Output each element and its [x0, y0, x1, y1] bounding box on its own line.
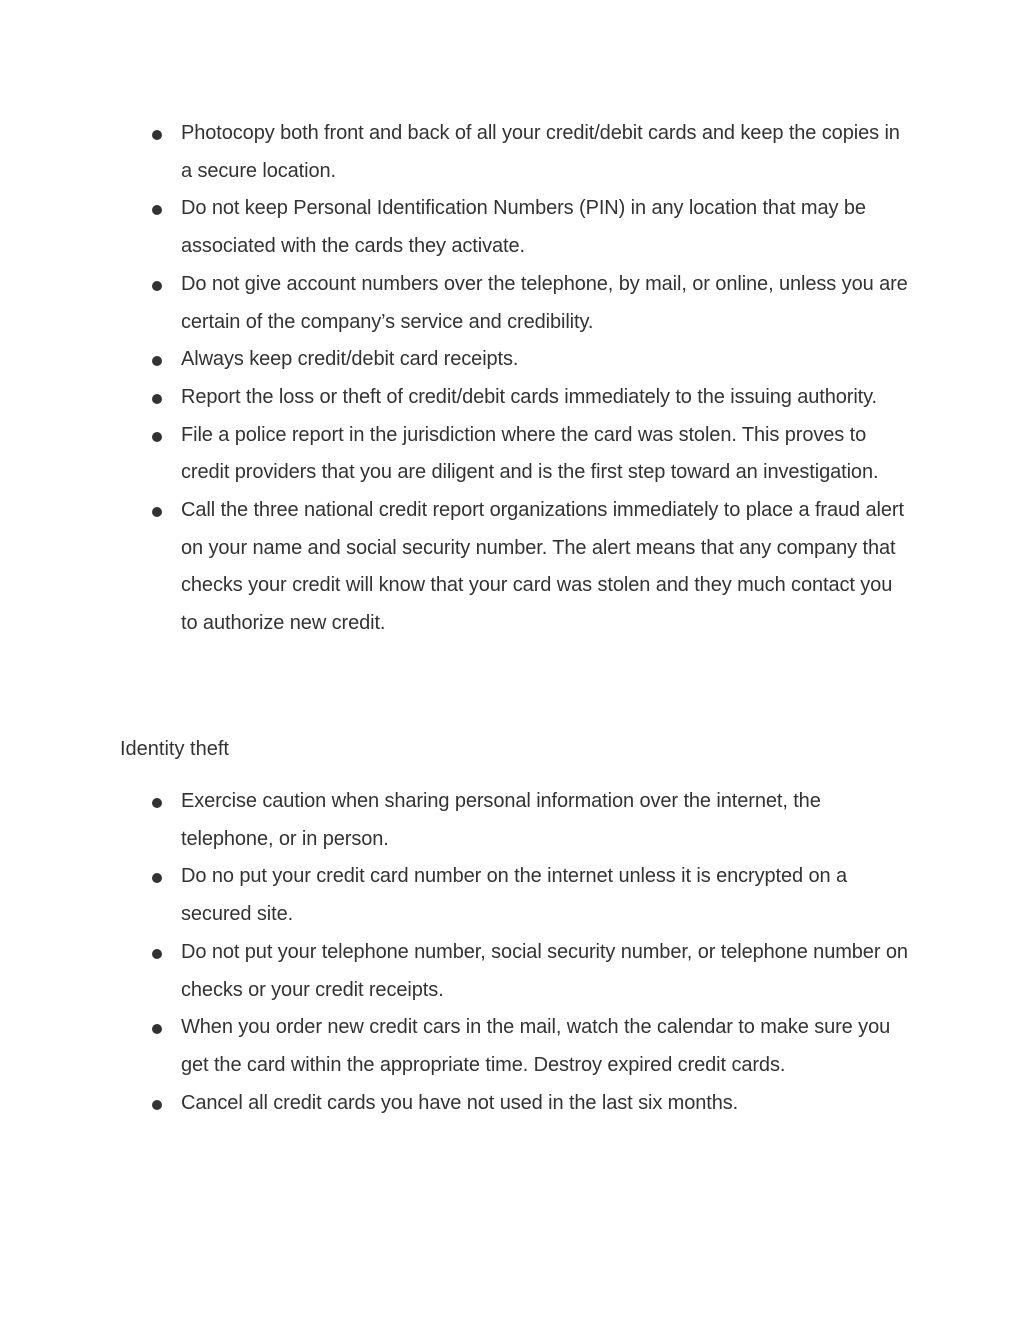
bullet-icon — [152, 507, 162, 517]
bullet-icon — [152, 394, 162, 404]
list-item-text: File a police report in the jurisdiction where the card was stolen. This proves to credit providers that you are diligent and is the first step toward an investigation. — [181, 423, 879, 484]
bullet-icon — [152, 281, 162, 291]
bullet-icon — [152, 432, 162, 442]
identity-theft-heading: Identity theft — [120, 738, 229, 760]
list-item-text: Cancel all credit cards you have not used in the last six months. — [181, 1091, 739, 1114]
bullet-icon — [152, 949, 162, 959]
list-item — [150, 492, 910, 643]
list-item — [150, 341, 910, 379]
list-item-text: Report the loss or theft of credit/debit cards immediately to the issuing authority. — [181, 385, 878, 408]
list-item-text: Exercise caution when sharing personal information over the internet, the telephone, or in person. — [181, 790, 821, 850]
identity-theft-list — [150, 783, 910, 1122]
bullet-icon — [152, 873, 162, 883]
bullet-icon — [152, 1100, 162, 1110]
bullet-icon — [152, 205, 162, 215]
list-item — [150, 934, 910, 1009]
bullet-icon — [152, 356, 162, 366]
list-item — [150, 190, 910, 265]
list-item-text: Call the three national credit report organizations immediately to place a fraud alert on your name and social security number. The alert means that any company that checks your credit will know that your card was stolen and they much contact you to authorize new credit. — [181, 499, 904, 635]
list-item — [150, 783, 910, 858]
list-item-text: When you order new credit cars in the mail, watch the calendar to make sure you get the card within the appropriate time. Destroy expired credit cards. — [181, 1016, 891, 1076]
list-item-text: Do not put your telephone number, social security number, or telephone number on checks or your credit receipts. — [181, 940, 908, 1001]
list-item — [150, 1085, 910, 1123]
list-item — [150, 858, 910, 933]
list-item — [150, 417, 910, 492]
list-item — [150, 115, 910, 190]
list-item — [150, 379, 910, 417]
card-safety-list — [150, 115, 910, 643]
list-item — [150, 266, 910, 341]
list-item-text: Do no put your credit card number on the internet unless it is encrypted on a secured site. — [181, 865, 848, 926]
list-item-text: Do not give account numbers over the telephone, by mail, or online, unless you are certain of the company’s service and credibility. — [181, 272, 908, 333]
bullet-icon — [152, 130, 162, 140]
list-item — [150, 1009, 910, 1084]
bullet-icon — [152, 1024, 162, 1034]
bullet-icon — [152, 798, 162, 808]
list-item-text: Do not keep Personal Identification Numbers (PIN) in any location that may be associated with the cards they activate. — [181, 197, 866, 258]
list-item-text: Photocopy both front and back of all your credit/debit cards and keep the copies in a secure location. — [181, 122, 900, 182]
list-item-text: Always keep credit/debit card receipts. — [181, 348, 519, 371]
